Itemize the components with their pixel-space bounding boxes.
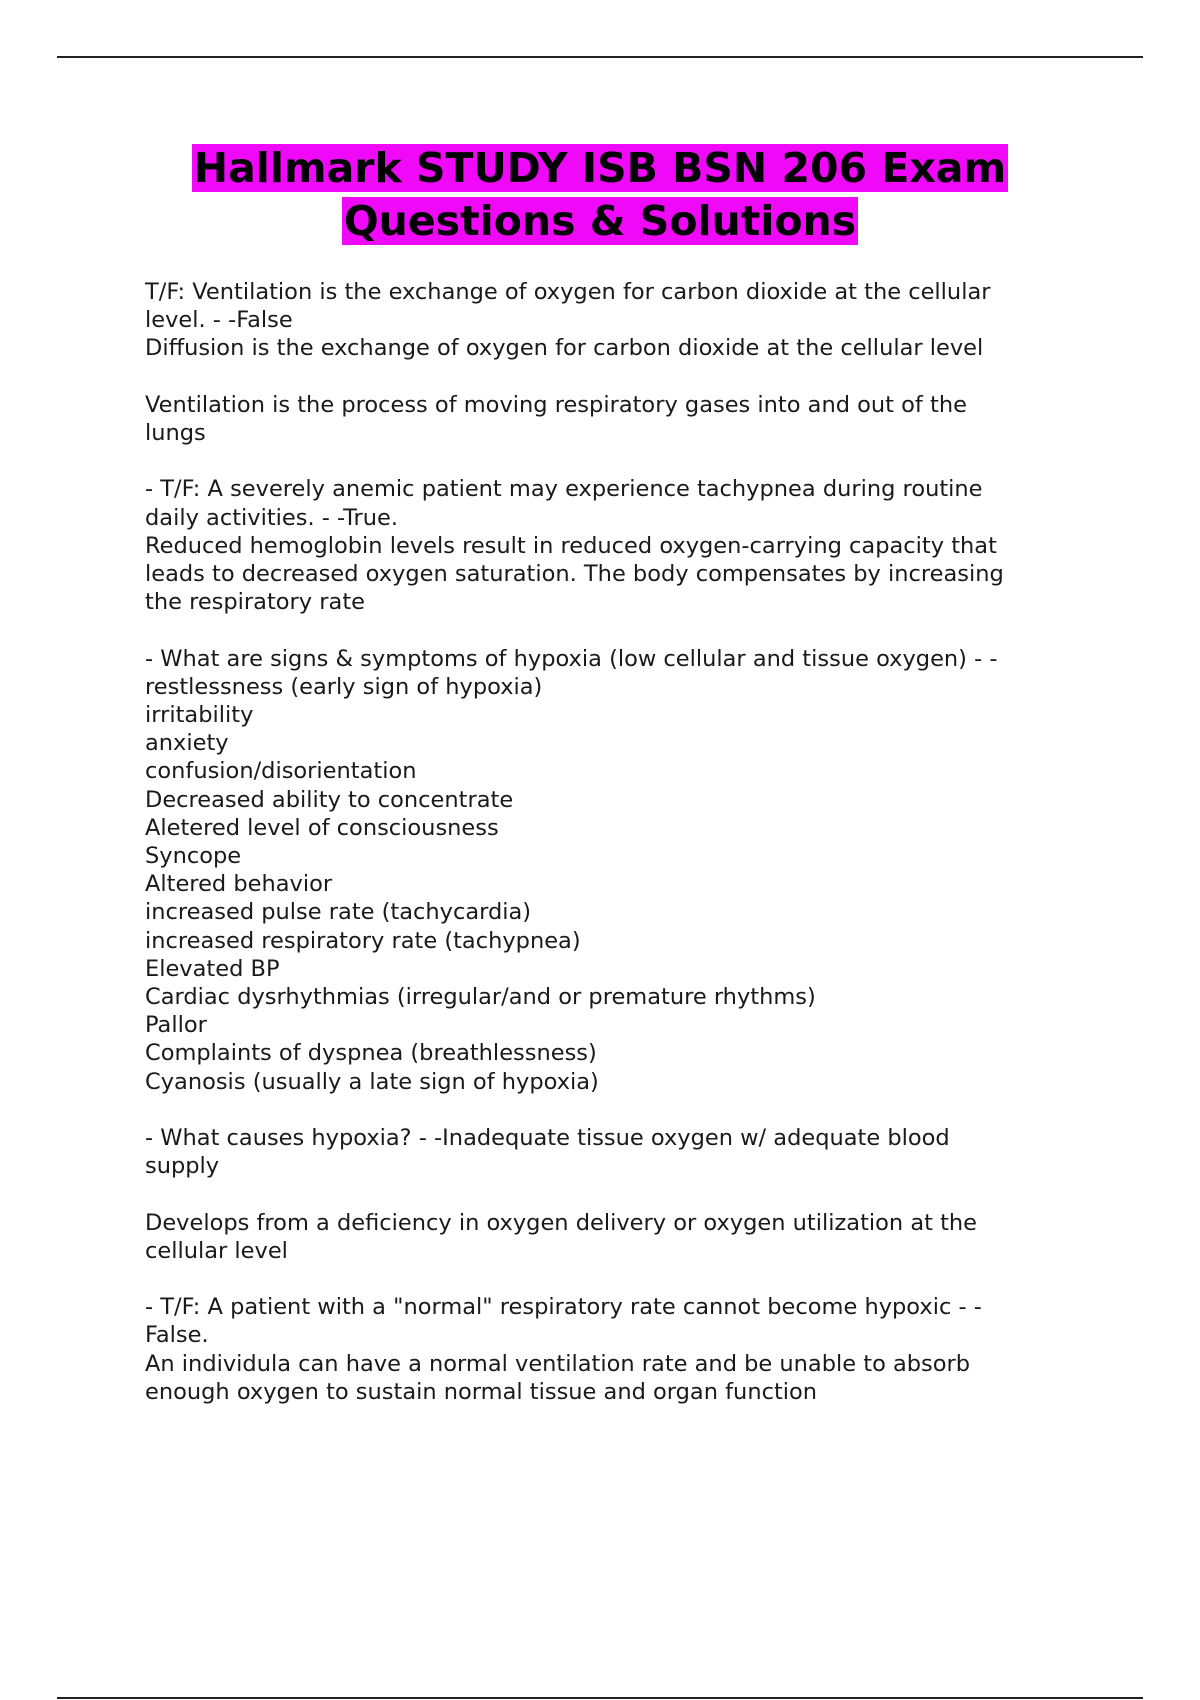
body-line: Complaints of dyspnea (breathlessness) (145, 1040, 597, 1067)
blank-line (145, 447, 1095, 475)
body-line: confusion/disorientation (145, 758, 417, 785)
title-line-1: Hallmark STUDY ISB BSN 206 Exam (193, 144, 1007, 192)
body-line: - T/F: A patient with a "normal" respiratory rate cannot become hypoxic - - (145, 1294, 982, 1321)
document-body (145, 278, 1095, 1406)
body-line: Reduced hemoglobin levels result in reduced oxygen-carrying capacity that (145, 532, 997, 559)
body-line: Cardiac dysrhythmias (irregular/and or premature rhythms) (145, 984, 816, 1011)
body-line: - T/F: A severely anemic patient may experience tachypnea during routine (145, 476, 983, 503)
blank-line (145, 363, 1095, 391)
body-line: Diffusion is the exchange of oxygen for carbon dioxide at the cellular level (145, 335, 984, 362)
body-line: cellular level (145, 1237, 288, 1264)
body-line: supply (145, 1153, 220, 1180)
body-line: anxiety (145, 730, 229, 757)
body-line: False. (145, 1322, 209, 1349)
body-line: increased respiratory rate (tachypnea) (145, 927, 581, 954)
body-line: restlessness (early sign of hypoxia) (145, 673, 543, 700)
body-line: Syncope (145, 843, 242, 870)
document-title (100, 142, 1100, 248)
body-line: T/F: Ventilation is the exchange of oxygen for carbon dioxide at the cellular (145, 279, 991, 305)
blank-line (145, 1180, 1095, 1208)
body-line: Altered behavior (145, 871, 333, 898)
blank-line (145, 1096, 1095, 1124)
body-line: lungs (145, 420, 206, 446)
body-line: Decreased ability to concentrate (145, 786, 514, 813)
body-line: An individula can have a normal ventilation rate and be unable to absorb (145, 1350, 971, 1377)
footer-rule (57, 1697, 1143, 1699)
body-line: - What are signs & symptoms of hypoxia (low cellular and tissue oxygen) - - (145, 645, 998, 672)
body-line: Develops from a deficiency in oxygen delivery or oxygen utilization at the (145, 1209, 978, 1236)
blank-line (145, 1265, 1095, 1293)
blank-line (145, 616, 1095, 644)
title-line-2: Questions & Solutions (343, 197, 857, 245)
body-line: Elevated BP (145, 955, 280, 982)
body-line: Pallor (145, 1012, 207, 1039)
body-line: - What causes hypoxia? - -Inadequate tissue oxygen w/ adequate blood (145, 1125, 950, 1152)
body-line: Ventilation is the process of moving respiratory gases into and out of the (145, 391, 967, 418)
body-line: irritability (145, 702, 254, 728)
body-line: increased pulse rate (tachycardia) (145, 899, 532, 926)
body-line: Cyanosis (usually a late sign of hypoxia) (145, 1068, 599, 1095)
body-line: daily activities. - -True. (145, 504, 399, 531)
body-line: Aletered level of consciousness (145, 814, 499, 841)
body-line: level. - -False (145, 307, 293, 334)
body-line: the respiratory rate (145, 589, 365, 616)
header-rule (57, 56, 1143, 58)
body-line: leads to decreased oxygen saturation. The body compensates by increasing (145, 561, 1004, 587)
body-line: enough oxygen to sustain normal tissue and organ function (145, 1378, 818, 1405)
